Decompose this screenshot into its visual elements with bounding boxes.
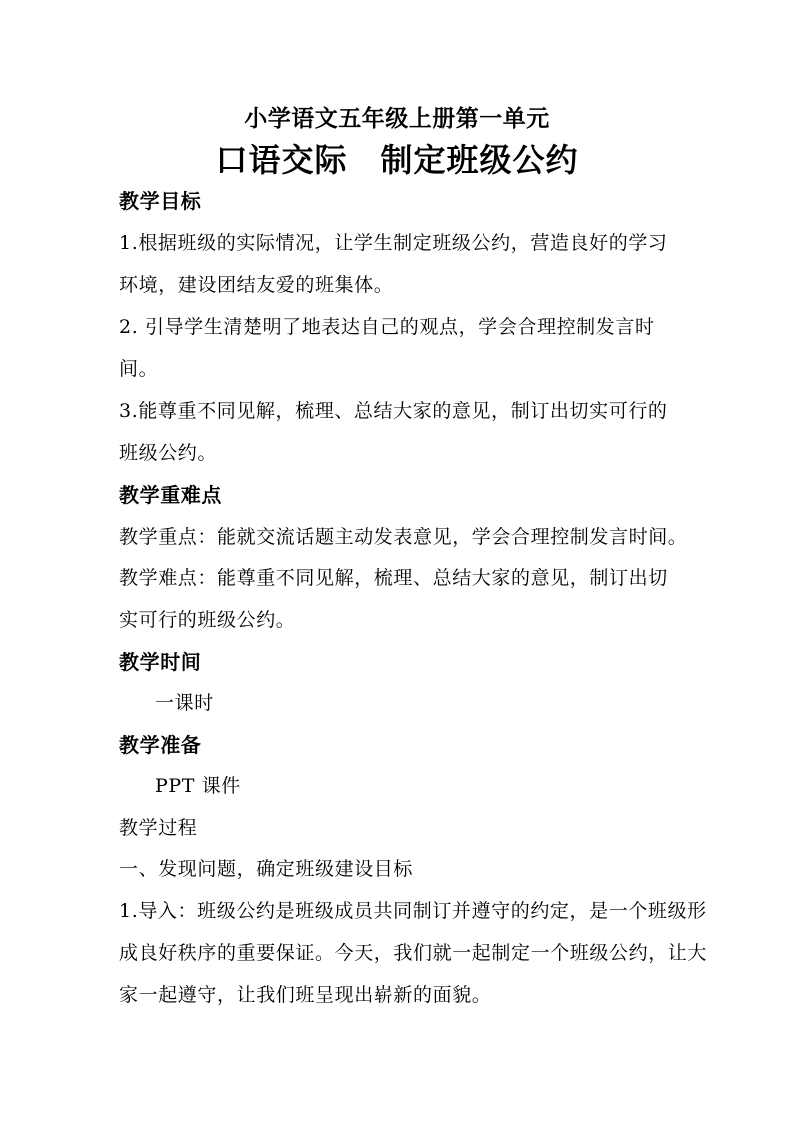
objective-line: 2. 引导学生清楚明了地表达自己的观点，学会合理控制发言时 bbox=[119, 316, 655, 338]
time-heading: 教学时间 bbox=[119, 650, 202, 674]
document-subtitle: 小学语文五年级上册第一单元 bbox=[244, 105, 550, 132]
process-heading: 教学过程 bbox=[119, 817, 198, 839]
objectives-heading: 教学目标 bbox=[119, 189, 202, 213]
document-title: 口语交际 制定班级公约 bbox=[215, 141, 579, 179]
objective-line: 1.根据班级的实际情况，让学生制定班级公约，营造良好的学习 bbox=[119, 232, 668, 254]
key-point-line: 教学重点：能就交流话题主动发表意见，学会合理控制发言时间。 bbox=[119, 526, 688, 548]
objective-line: 3.能尊重不同见解，梳理、总结大家的意见，制订出切实可行的 bbox=[119, 400, 668, 422]
preparation-value: PPT 课件 bbox=[155, 775, 241, 797]
objective-line: 班级公约。 bbox=[119, 442, 218, 464]
objective-line: 间。 bbox=[119, 358, 159, 380]
time-value: 一课时 bbox=[155, 692, 214, 714]
objective-line: 环境，建设团结友爱的班集体。 bbox=[119, 274, 394, 296]
difficult-point-line: 教学难点：能尊重不同见解，梳理、总结大家的意见，制订出切 bbox=[119, 567, 668, 589]
intro-line: 家一起遵守，让我们班呈现出崭新的面貌。 bbox=[119, 984, 492, 1006]
key-difficult-heading: 教学重难点 bbox=[119, 483, 222, 507]
intro-line: 1.导入：班级公约是班级成员共同制订并遵守的约定，是一个班级形 bbox=[119, 900, 707, 922]
step-heading: 一、发现问题，确定班级建设目标 bbox=[119, 858, 414, 880]
preparation-heading: 教学准备 bbox=[119, 733, 202, 757]
difficult-point-line: 实可行的班级公约。 bbox=[119, 609, 296, 631]
intro-line: 成良好秩序的重要保证。今天，我们就一起制定一个班级公约，让大 bbox=[119, 942, 708, 964]
